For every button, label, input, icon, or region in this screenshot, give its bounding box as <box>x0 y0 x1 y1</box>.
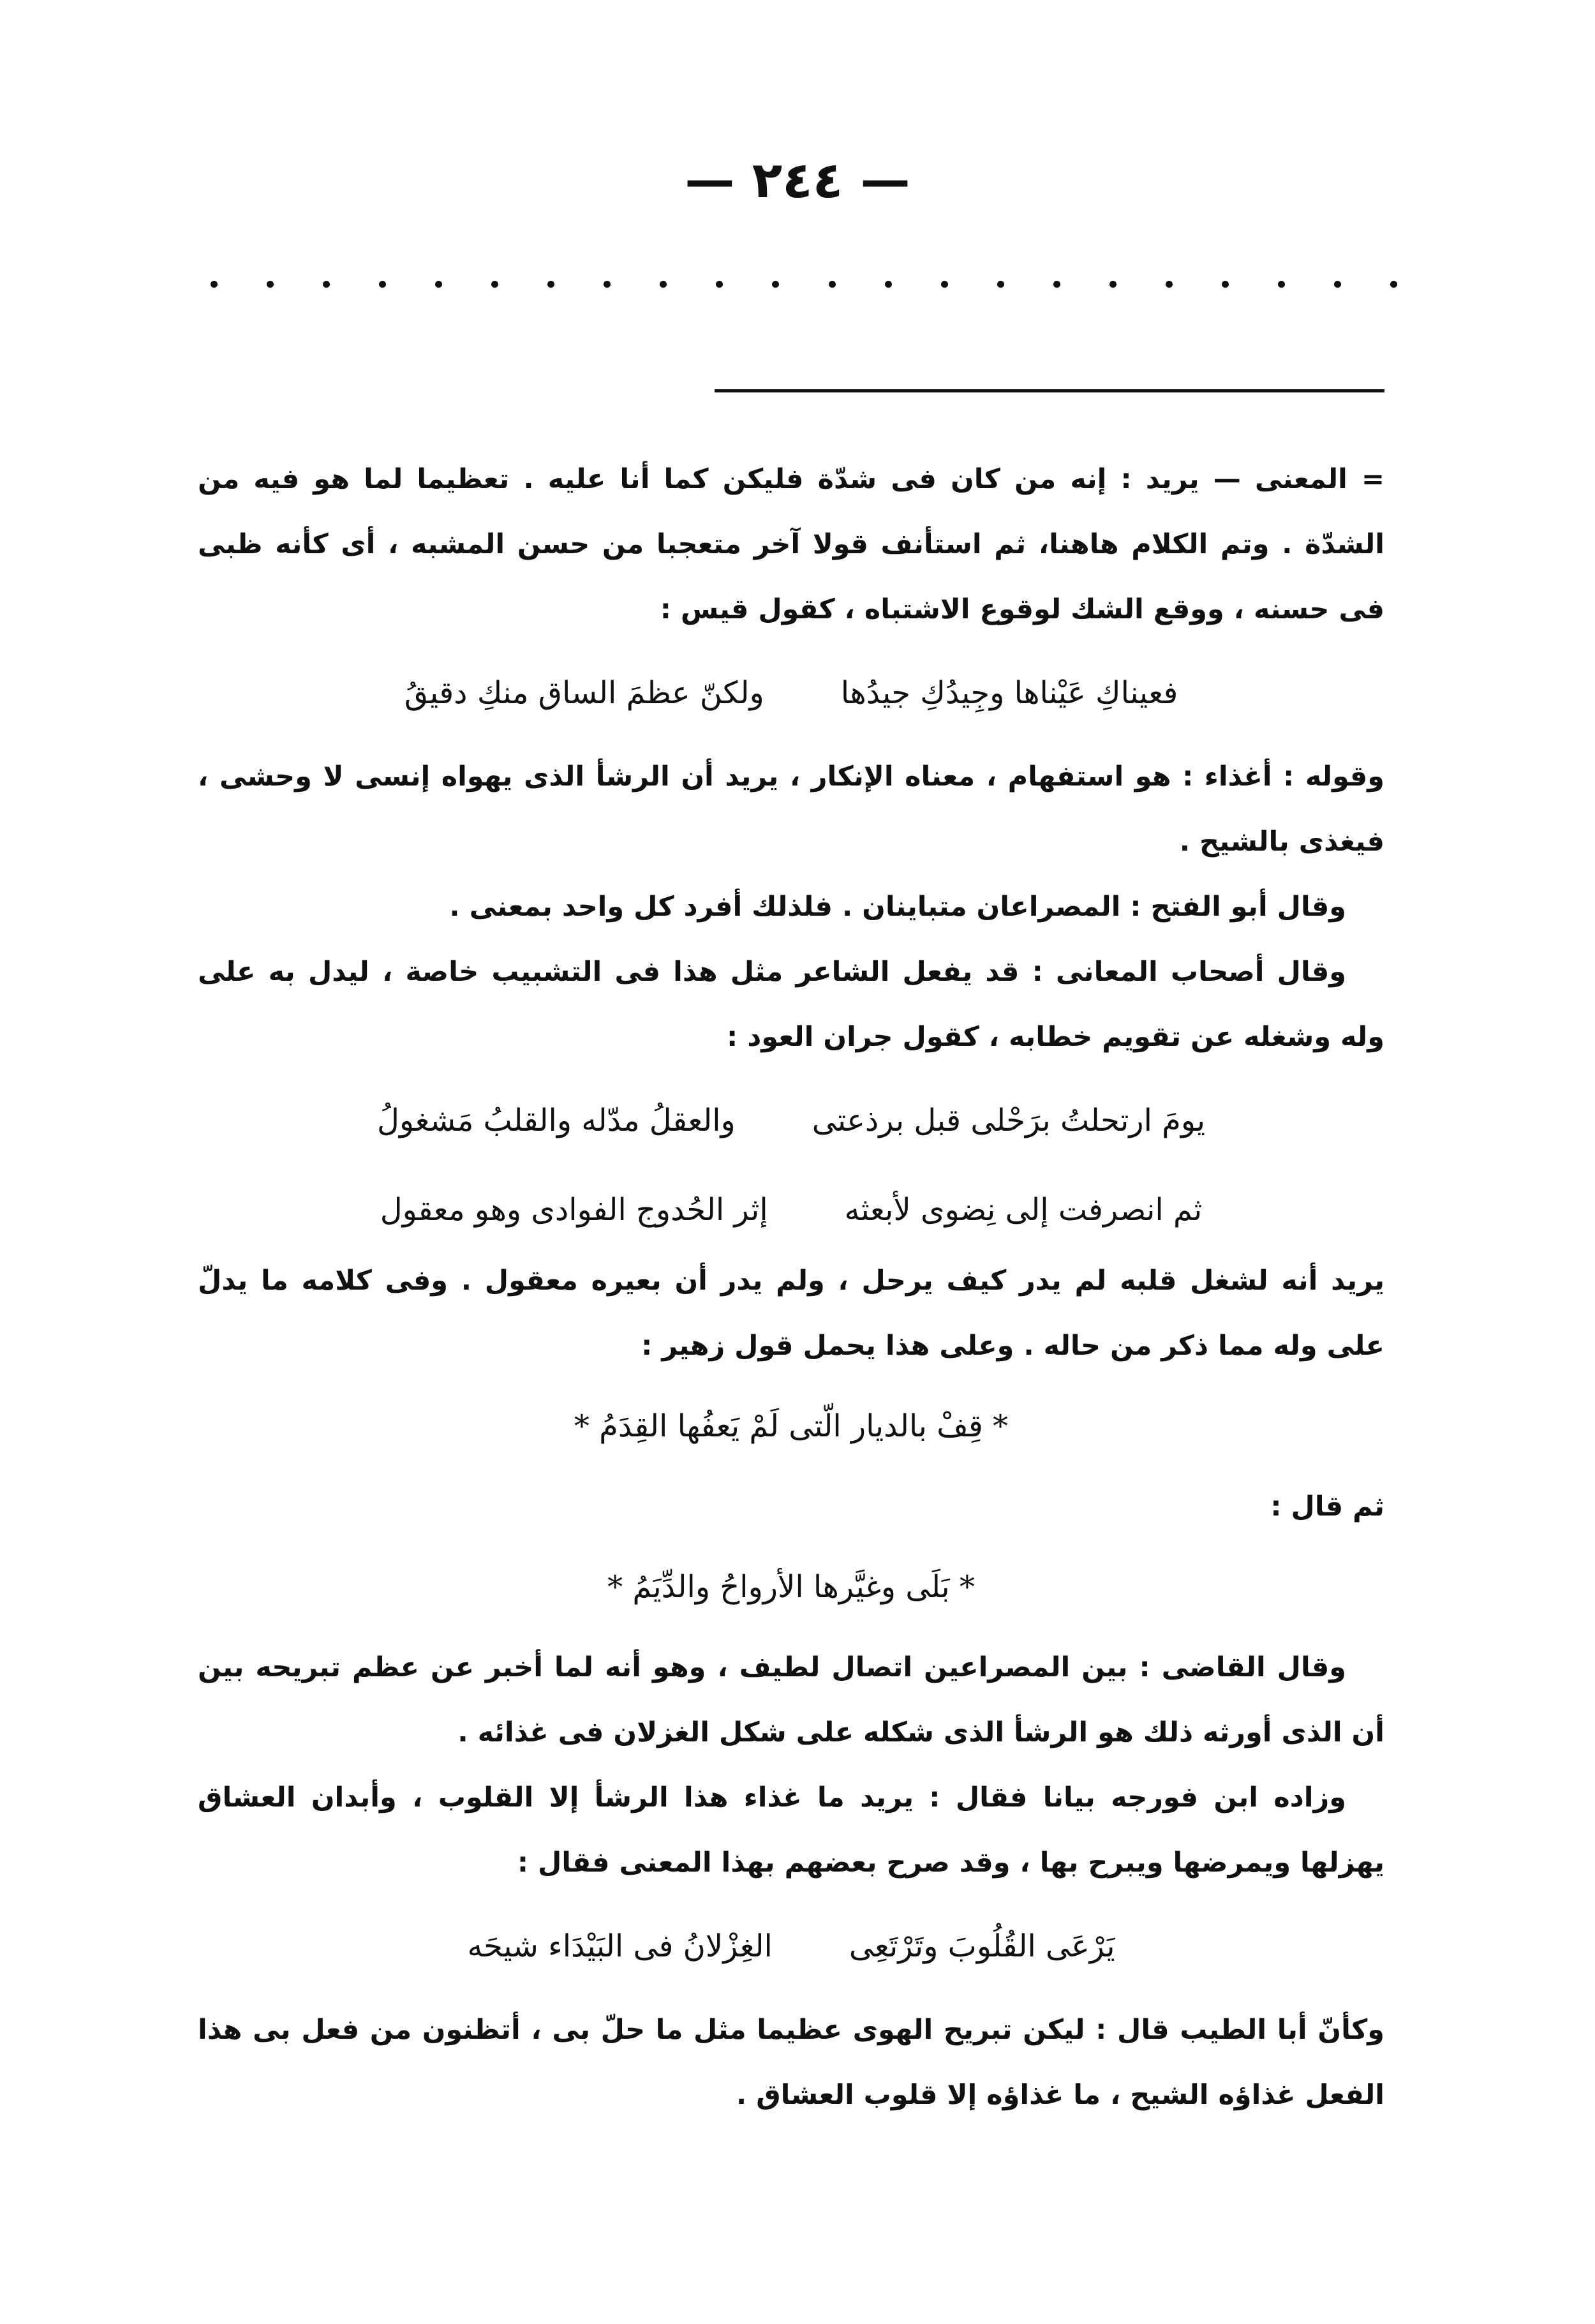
ellipsis-dot <box>435 281 442 288</box>
verse-jiran-1 <box>198 1069 1384 1172</box>
paragraph-ashab-almaani: وقال أصحاب المعانى : قد يفعل الشاعر مثل هذا فى التشبيب خاصة ، ليدل به على وله وشغله عن تقويم خطابه ، كقول جران العود : <box>198 956 1384 1053</box>
verse-shiha <box>198 1895 1384 1997</box>
verse-jiran-2 <box>198 1172 1384 1248</box>
ellipsis-row <box>211 281 1397 288</box>
ellipsis-dot <box>885 281 892 288</box>
paragraph-abu-alfath: وقال أبو الفتح : المصراعان متباينان . فلذلك أفرد كل واحد بمعنى . <box>449 891 1346 923</box>
ellipsis-dot <box>267 281 274 288</box>
ellipsis-dot <box>772 281 779 288</box>
verse-jiran-2-second: إثر الحُدوج الفوادى وهو معقول <box>380 1192 768 1228</box>
ellipsis-dot <box>1278 281 1285 288</box>
verse-shiha-second: الغِزْلانُ فى البَيْدَاء شيحَه <box>467 1928 773 1964</box>
verse-qays <box>198 642 1384 744</box>
ellipsis-dot <box>491 281 498 288</box>
ellipsis-dot <box>604 281 611 288</box>
ellipsis-dot <box>716 281 723 288</box>
verse-qays-first: فعيناكِ عَيْناها وجِيدُكِ جيدُها <box>840 675 1178 711</box>
paragraph-meaning: = المعنى — يريد : إنه من كان فى شدّة فليكن كما أنا عليه . تعظيما لما هو فيه من الشدّة . وتم الكلام هاهنا، ثم استأنف قولا آخر متعجبا من حسن المشبه ، أى كأنه ظبى فى حسنه ، ووقع الشك لوقوع الاشتباه ، كقول قيس : <box>198 463 1384 625</box>
ellipsis-dot <box>997 281 1004 288</box>
ellipsis-dot <box>941 281 948 288</box>
paragraph-abu-altayyib: وكأنّ أبا الطيب قال : ليكن تبريح الهوى عظيما مثل ما حلّ بى ، أتظنون من فعل بى هذا الفعل غذاؤه الشيح ، ما غذاؤه إلا قلوب العشاق . <box>198 2014 1384 2111</box>
verse-jiran-2-first: ثم انصرفت إلى نِضوى لأبعثه <box>844 1192 1203 1228</box>
ellipsis-dot <box>1334 281 1341 288</box>
page-number: — ٢٤٤ — <box>685 152 910 209</box>
paragraph-qadi: وقال القاضى : بين المصراعين اتصال لطيف ، وهو أنه لما أخبر عن عظم تبريحه بين أن الذى أورثه ذلك هو الرشأ الذى شكله على شكل الغزلان فى غذائه . <box>198 1651 1384 1748</box>
paragraph-ibn-furraja: وزاده ابن فورجه بيانا فقال : يريد ما غذاء هذا الرشأ إلا القلوب ، وأبدان العشاق يهزلها ويمرضها ويبرح بها ، وقد صرح بعضهم بهذا المعنى فقال : <box>198 1782 1384 1879</box>
ellipsis-dot <box>547 281 554 288</box>
verse-zuhair-2: * بَلَى وغيَّرها الأرواحُ والدِّيَمُ * <box>607 1569 975 1605</box>
verse-zuhair-1: * قِفْ بالديار الّتى لَمْ يَعفُها القِدَمُ * <box>574 1408 1009 1444</box>
paragraph-thumma-qal: ثم قال : <box>1270 1491 1384 1523</box>
verse-shiha-first: يَرْعَى القُلُوبَ وتَرْتَعِى <box>849 1928 1115 1964</box>
footnote-rule <box>715 389 1384 392</box>
commentary-body <box>198 447 1384 2127</box>
ellipsis-dot <box>1222 281 1229 288</box>
ellipsis-dot <box>1053 281 1060 288</box>
ellipsis-dot <box>379 281 386 288</box>
verse-jiran-1-second: والعقلُ مدّله والقلبُ مَشغولُ <box>376 1103 736 1138</box>
ellipsis-dot <box>1166 281 1173 288</box>
ellipsis-dot <box>1109 281 1116 288</box>
ellipsis-dot <box>1390 281 1397 288</box>
paragraph-yurid: يريد أنه لشغل قلبه لم يدر كيف يرحل ، ولم يدر أن بعيره معقول . وفى كلامه ما يدلّ على وله مما ذكر من حاله . وعلى هذا يحمل قول زهير : <box>198 1265 1384 1362</box>
ellipsis-dot <box>829 281 836 288</box>
ellipsis-dot <box>323 281 330 288</box>
ellipsis-dot <box>211 281 218 288</box>
verse-qays-second: ولكنّ عظمَ الساق منكِ دقيقُ <box>404 675 764 711</box>
ellipsis-dot <box>660 281 667 288</box>
paragraph-aghdha: وقوله : أغذاء : هو استفهام ، معناه الإنكار ، يريد أن الرشأ الذى يهواه إنسى لا وحشى ، فيغذى بالشيح . <box>198 761 1384 858</box>
verse-jiran-1-first: يومَ ارتحلتُ برَحْلى قبل برذعتى <box>812 1103 1206 1138</box>
